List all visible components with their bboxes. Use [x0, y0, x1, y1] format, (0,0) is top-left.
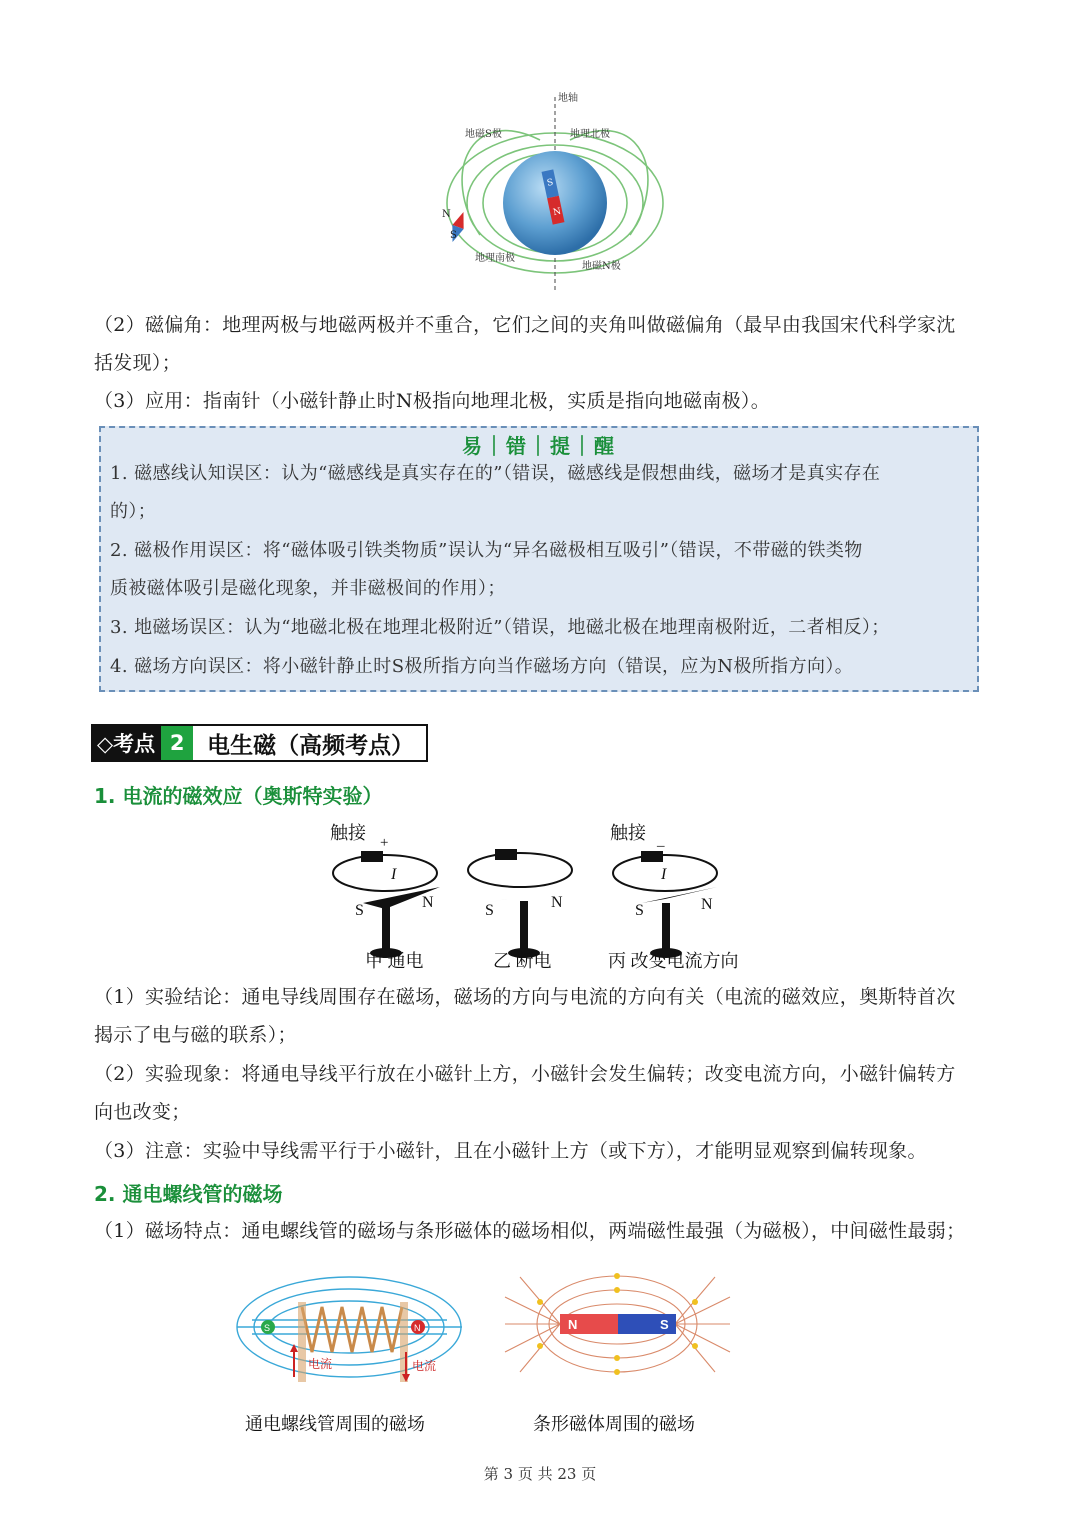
svg-text:S: S	[264, 1323, 271, 1333]
svg-text:I: I	[661, 866, 667, 883]
experiment-a	[330, 823, 440, 971]
experiment-b	[468, 849, 572, 971]
svg-text:_: _	[657, 833, 665, 849]
svg-text:丙 改变电流方向: 丙 改变电流方向	[608, 951, 739, 971]
solenoid-field-figure	[232, 1262, 467, 1392]
section-1-line: （2）实验现象：将通电导线平行放在小磁针上方，小磁针会发生偏转；改变电流方向，小磁针偏转方	[94, 1063, 956, 1085]
svg-text:S: S	[355, 902, 364, 919]
svg-text:S: S	[546, 177, 555, 189]
svg-text:+: +	[380, 835, 389, 851]
paragraph-declination-cont: 括发现）；	[94, 352, 182, 374]
svg-text:N: N	[551, 894, 563, 911]
kaodian-prefix: ◇考点	[93, 726, 161, 760]
section-1-line: （1）实验结论：通电导线周围存在磁场，磁场的方向与电流的方向有关（电流的磁效应，奥斯特首次	[94, 986, 956, 1008]
tip-box-title: 易｜错｜提｜醒	[462, 434, 616, 458]
svg-text:触接: 触接	[610, 823, 646, 843]
tip-line: 3. 地磁场误区：认为“地磁北极在地理北极附近”（错误，地磁北极在地理南极附近，二者相反）；	[110, 617, 890, 638]
section-1-heading: 1. 电流的磁效应（奥斯特实验）	[94, 784, 383, 808]
svg-text:电流: 电流	[308, 1357, 333, 1371]
page-footer: 第 3 页 共 23 页	[483, 1465, 597, 1483]
kaodian-header	[91, 724, 428, 762]
tip-line: 1. 磁感线认知误区：认为“磁感线是真实存在的”（错误，磁感线是假想曲线，磁场才是真实存在	[110, 463, 881, 484]
section-2-heading: 2. 通电螺线管的磁场	[94, 1182, 283, 1206]
section-1-line: 揭示了电与磁的联系）；	[94, 1024, 297, 1046]
svg-text:S: S	[450, 230, 457, 241]
tip-line: 4. 磁场方向误区：将小磁针静止时S极所指方向当作磁场方向（错误，应为N极所指方向）。	[110, 656, 854, 677]
solenoid-caption: 通电螺线管周围的磁场	[245, 1414, 425, 1435]
svg-text:N: N	[414, 1323, 421, 1333]
svg-text:乙 断电: 乙 断电	[493, 951, 552, 971]
svg-text:N: N	[552, 206, 563, 219]
svg-text:N: N	[442, 209, 451, 220]
svg-text:地磁N极: 地磁N极	[582, 261, 621, 272]
kaodian-number: 2	[161, 726, 193, 760]
svg-text:触接: 触接	[330, 823, 366, 843]
svg-text:N: N	[701, 896, 713, 913]
svg-text:S: S	[660, 1317, 669, 1332]
svg-text:地磁S极: 地磁S极	[465, 129, 502, 140]
earth-magnetic-field-figure	[440, 85, 670, 300]
tip-line: 的）；	[110, 501, 157, 522]
svg-text:I: I	[391, 866, 397, 883]
kaodian-title: 电生磁（高频考点）	[193, 726, 426, 760]
oersted-experiment-figure	[325, 815, 755, 985]
svg-text:电流: 电流	[412, 1359, 437, 1373]
section-1-line: （3）注意：实验中导线需平行于小磁针，且在小磁针上方（或下方），才能明显观察到偏转现象。	[94, 1140, 927, 1162]
experiment-c	[608, 823, 739, 971]
svg-text:地理北极: 地理北极	[570, 129, 610, 140]
svg-text:S: S	[635, 902, 644, 919]
svg-text:甲 通电: 甲 通电	[365, 951, 424, 971]
svg-text:N: N	[568, 1317, 578, 1332]
tip-line: 2. 磁极作用误区：将“磁体吸引铁类物质”误认为“异名磁极相互吸引”（错误，不带磁的铁类物	[110, 540, 863, 561]
tip-line: 质被磁体吸引是磁化现象，并非磁极间的作用）；	[110, 578, 506, 599]
section-2-line: （1）磁场特点：通电螺线管的磁场与条形磁体的磁场相似，两端磁性最强（为磁极），中间磁性最弱；	[94, 1220, 966, 1242]
section-1-line: 向也改变；	[94, 1101, 191, 1123]
svg-text:N: N	[422, 894, 434, 911]
svg-text:地轴: 地轴	[558, 93, 578, 104]
paragraph-application: （3）应用：指南针（小磁针静止时N极指向地理北极，实质是指向地磁南极）。	[94, 390, 771, 412]
bar-magnet-field-figure	[500, 1262, 735, 1392]
svg-text:S: S	[485, 902, 494, 919]
svg-text:地理南极: 地理南极	[475, 253, 515, 264]
bar-magnet-caption: 条形磁体周围的磁场	[533, 1414, 695, 1435]
paragraph-declination: （2）磁偏角：地理两极与地磁两极并不重合，它们之间的夹角叫做磁偏角（最早由我国宋代科学家沈	[94, 314, 956, 336]
